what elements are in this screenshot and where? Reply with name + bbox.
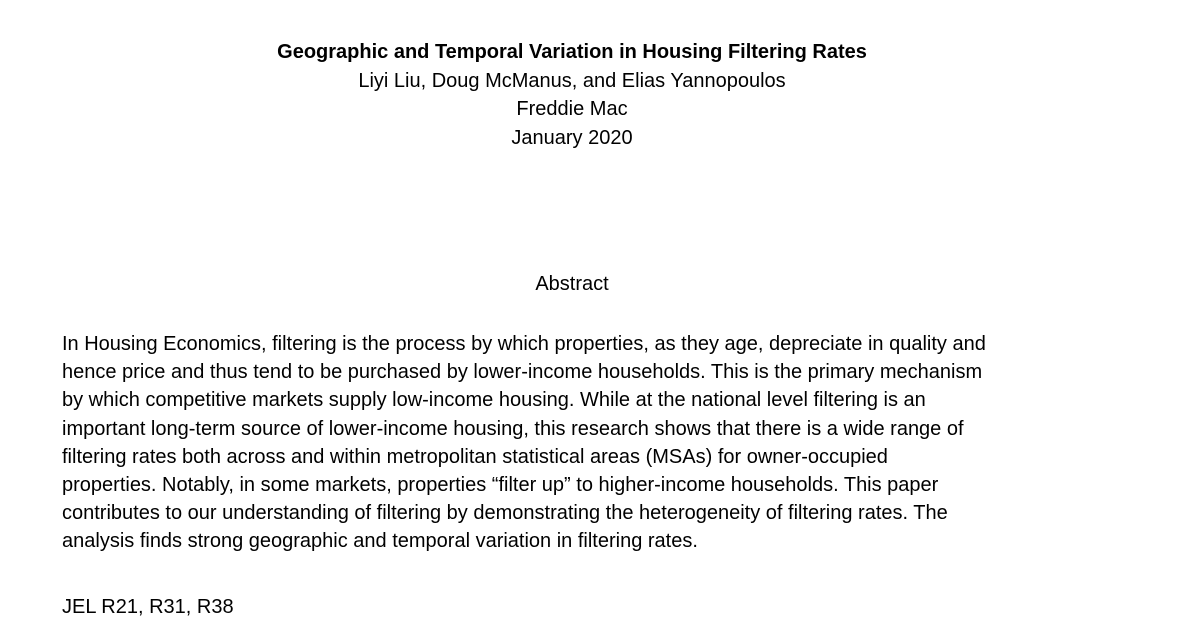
jel-codes: JEL R21, R31, R38	[62, 596, 234, 618]
abstract-body: In Housing Economics, filtering is the process by which properties, as they age, depreciate in quality and hence price and thus tend to be purchased by lower-income households. This is the primary mechanism by which competitive markets supply low-income housing. While at the national level filtering is an important long-term source of lower-income housing, this research shows that there is a wide range of filtering rates both across and within metropolitan statistical areas (MSAs) for owner-occupied properties. Notably, in some markets, properties “filter up” to higher-income households. This paper contributes to our understanding of filtering by demonstrating the heterogeneity of filtering rates. The analysis finds strong geographic and temporal variation in filtering rates.	[62, 333, 986, 553]
paper-date: January 2020	[511, 126, 633, 149]
paper-title: Geographic and Temporal Variation in Housing Filtering Rates	[277, 41, 867, 63]
paper-authors: Liyi Liu, Doug McManus, and Elias Yannopoulos	[358, 69, 786, 92]
paper-header	[0, 38, 1144, 152]
abstract-heading: Abstract	[535, 273, 609, 295]
paper-affiliation: Freddie Mac	[516, 98, 628, 120]
